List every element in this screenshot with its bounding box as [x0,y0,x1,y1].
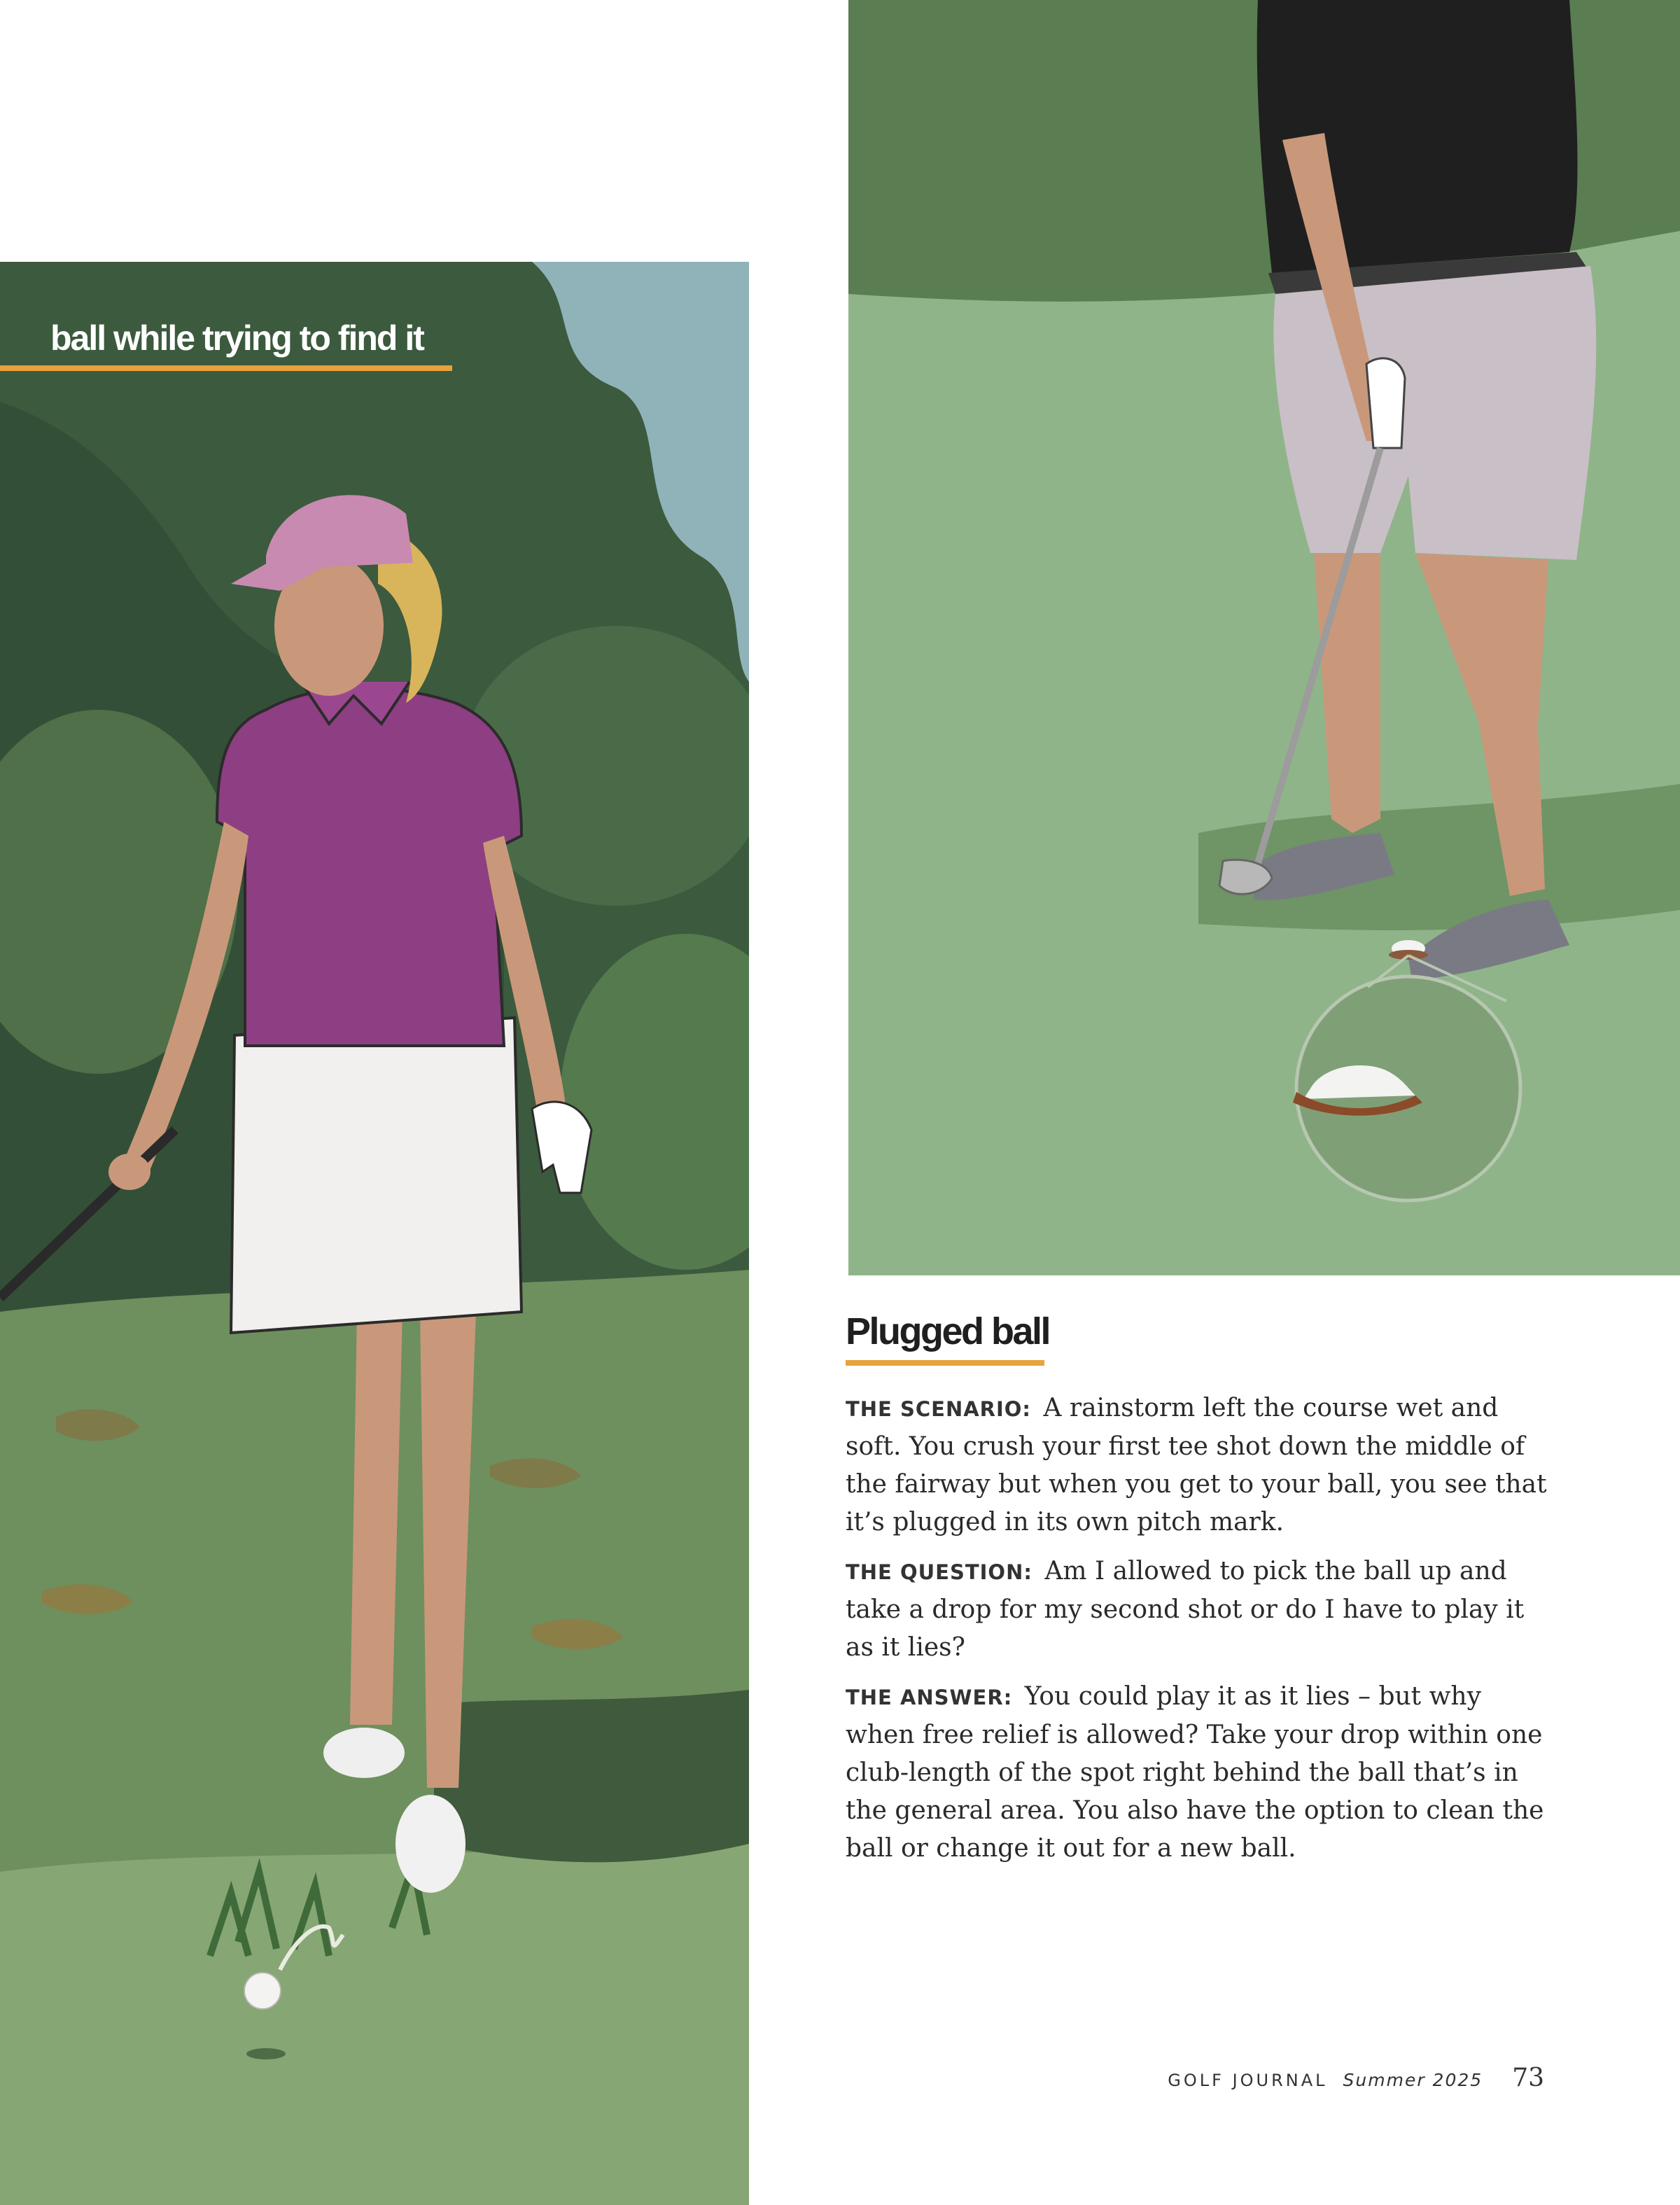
left-caption: ball while trying to find it [50,318,424,358]
scenario-label: THE SCENARIO: [846,1396,1032,1421]
scenario-paragraph [846,1390,1553,1541]
issue-label: Summer 2025 [1343,2070,1483,2090]
question-paragraph [846,1553,1553,1667]
question-text: Am I allowed to pick the ball up and take a drop for my second shot or do I have to play it as it lies? [846,1556,1525,1662]
heading-underline [846,1360,1044,1366]
question-label: THE QUESTION: [846,1560,1032,1584]
plugged-ball-illustration [848,0,1680,1275]
scenario-text: A rainstorm left the course wet and soft. You crush your first tee shot down the middle of the fairway but when you get to your ball, you see that it’s plugged in its own pitch mark. [846,1393,1547,1536]
page-number: 73 [1512,2064,1544,2092]
left-illustration [0,262,749,2205]
caption-underline [0,365,452,371]
magazine-name: GOLF JOURNAL [1168,2071,1328,2090]
article [846,1309,1553,1879]
golfer-searching-illustration [0,262,749,2205]
article-heading: Plugged ball [846,1310,1050,1352]
answer-label: THE ANSWER: [846,1685,1013,1709]
answer-paragraph [846,1678,1553,1868]
page-footer [1168,2064,1544,2092]
answer-text: You could play it as it lies – but why when free relief is allowed? Take your drop within one club-length of the spot right behind the ball that’s in the general area. You also have the option to clean the ball or change it out for a new ball. [846,1681,1544,1863]
right-illustration [848,0,1680,1275]
article-body [846,1390,1553,1868]
